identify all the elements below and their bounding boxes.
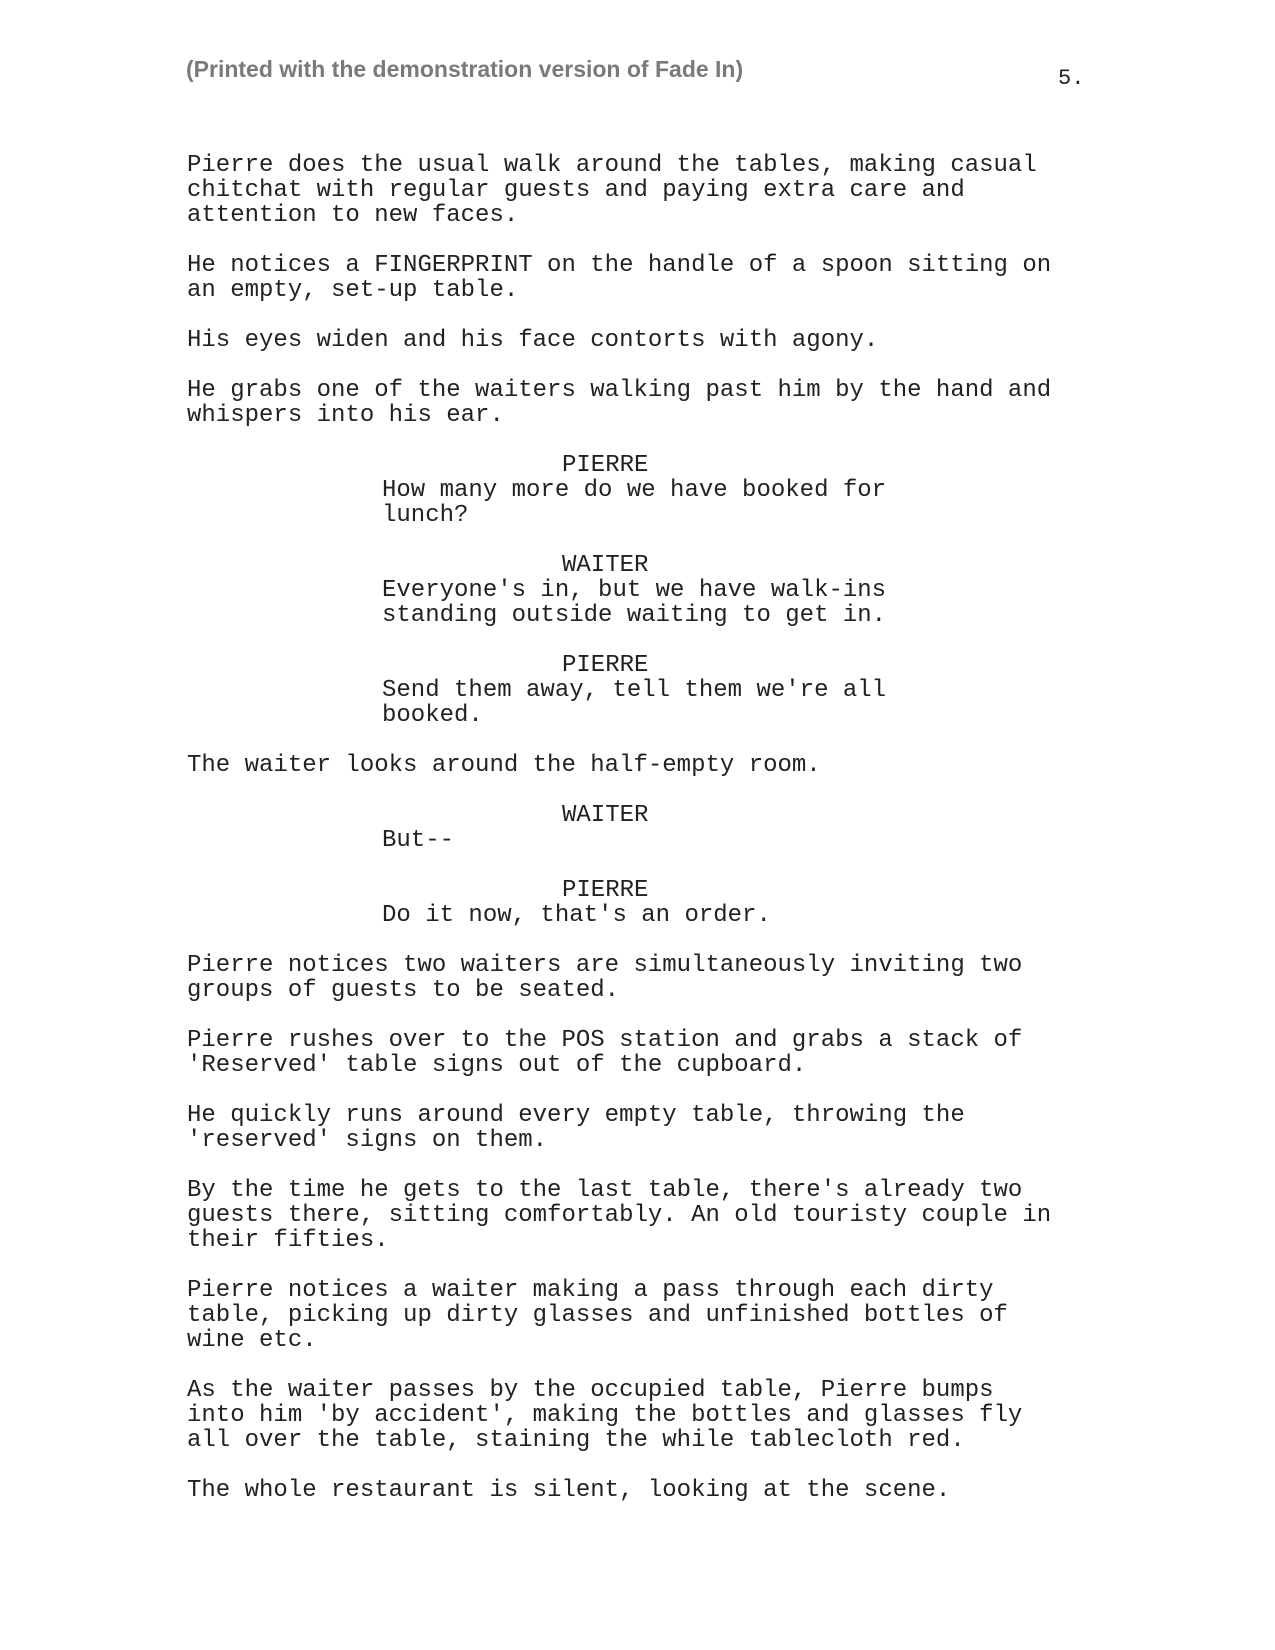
dialogue-line: Send them away, tell them we're all booked. bbox=[382, 677, 887, 729]
action-paragraph: Pierre rushes over to the POS station and grabs a stack of 'Reserved' table signs out of the cupboard. bbox=[187, 1027, 1023, 1079]
dialogue-block bbox=[187, 878, 1107, 928]
action-paragraph: Pierre notices a waiter making a pass through each dirty table, picking up dirty glasses and unfinished bottles of wine etc. bbox=[187, 1277, 1008, 1354]
script-body bbox=[187, 153, 1107, 1528]
action-paragraph: By the time he gets to the last table, there's already two guests there, sitting comfortably. An old touristy couple in their fifties. bbox=[187, 1177, 1052, 1254]
action-paragraph: As the waiter passes by the occupied table, Pierre bumps into him 'by accident', making the bottles and glasses fly all over the table, staining the while tablecloth red. bbox=[187, 1377, 1023, 1454]
dialogue-block bbox=[187, 553, 1107, 628]
dialogue-line: But-- bbox=[382, 827, 455, 854]
action-paragraph: The waiter looks around the half-empty room. bbox=[187, 752, 821, 779]
dialogue-line: How many more do we have booked for lunch? bbox=[382, 477, 887, 529]
action-paragraph: Pierre notices two waiters are simultaneously inviting two groups of guests to be seated. bbox=[187, 952, 1023, 1004]
action-paragraph: He quickly runs around every empty table, throwing the 'reserved' signs on them. bbox=[187, 1102, 965, 1154]
action-paragraph: The whole restaurant is silent, looking at the scene. bbox=[187, 1477, 951, 1504]
dialogue-block bbox=[187, 653, 1107, 728]
character-name: PIERRE bbox=[562, 652, 649, 679]
character-name: PIERRE bbox=[562, 877, 649, 904]
character-name: WAITER bbox=[562, 552, 649, 579]
dialogue-line: Do it now, that's an order. bbox=[382, 902, 771, 929]
dialogue-block bbox=[187, 453, 1107, 528]
demo-watermark: (Printed with the demonstration version of Fade In) bbox=[186, 56, 744, 82]
character-name: WAITER bbox=[562, 802, 649, 829]
page-number: 5. bbox=[1058, 66, 1085, 91]
action-paragraph: He notices a FINGERPRINT on the handle of a spoon sitting on an empty, set-up table. bbox=[187, 252, 1052, 304]
dialogue-block bbox=[187, 803, 1107, 853]
dialogue-line: Everyone's in, but we have walk-ins standing outside waiting to get in. bbox=[382, 577, 887, 629]
action-paragraph: He grabs one of the waiters walking past him by the hand and whispers into his ear. bbox=[187, 377, 1052, 429]
action-paragraph: Pierre does the usual walk around the tables, making casual chitchat with regular guests and paying extra care and attention to new faces. bbox=[187, 152, 1037, 229]
action-paragraph: His eyes widen and his face contorts with agony. bbox=[187, 327, 879, 354]
character-name: PIERRE bbox=[562, 452, 649, 479]
